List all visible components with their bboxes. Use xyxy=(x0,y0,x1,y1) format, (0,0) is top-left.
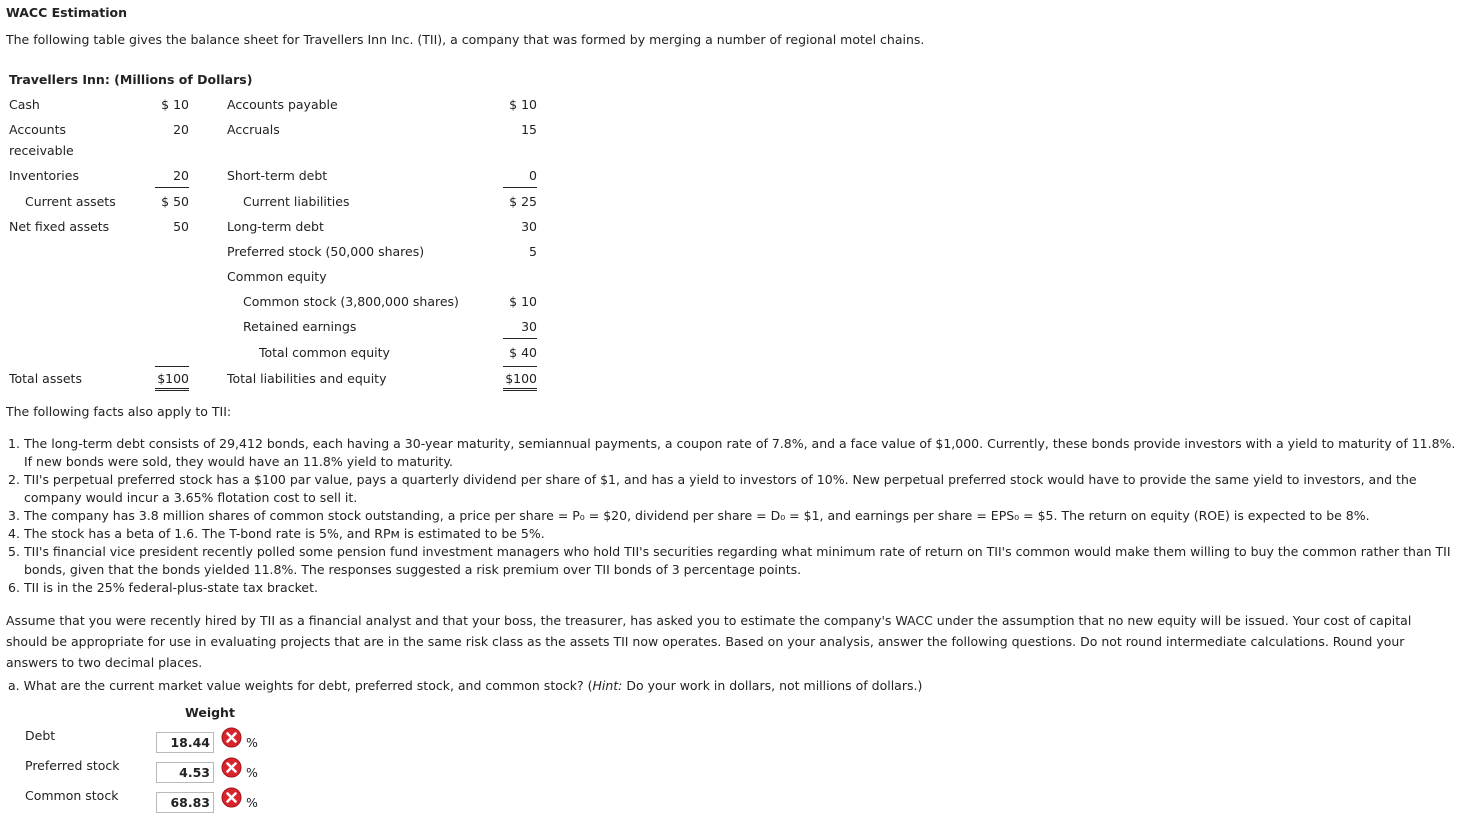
accounts-payable-label: Accounts payable xyxy=(227,97,338,112)
hint-text: Do your work in dollars, not millions of dollars.) xyxy=(622,678,923,693)
question-prefix: a. What are the current market value weights for debt, preferred stock, and common stock? ( xyxy=(8,678,593,693)
fact-text: TII's financial vice president recently polled some pension fund investment managers who hold TII's securities regarding what minimum rate of return on TII's common would make them willing to buy the common rather than TII bonds, given that the bonds yielded 11.8%. The responses suggested a risk premium over TII bonds of 3 percentage points. xyxy=(24,544,1451,577)
intro-text: The following table gives the balance sheet for Travellers Inn Inc. (TII), a company that was formed by merging a number of regional motel chains. xyxy=(6,32,925,47)
current-liabilities-label: Current liabilities xyxy=(243,194,350,209)
question-a xyxy=(8,678,922,694)
short-term-debt-value: 0 xyxy=(503,168,537,188)
weight-header: Weight xyxy=(185,705,235,720)
assumption-paragraph: Assume that you were recently hired by TII as a financial analyst and that your boss, the treasurer, has asked you to estimate the company's WACC under the assumption that no new equity will be issued. Your cost of capital should be appropriate for use in evaluating projects that are in the same risk class as the assets TII now operates. Based on your analysis, answer the following questions. Do not round intermediate calculations. Round your answers to two decimal places. xyxy=(6,613,1412,670)
fact-text: TII's perpetual preferred stock has a $100 par value, pays a quarterly dividend per share of $1, and has a yield to investors of 10%. New perpetual preferred stock would have to provide the same yield to investors, and the company would incur a 3.65% flotation cost to sell it. xyxy=(24,472,1417,505)
fact-item xyxy=(8,579,1460,597)
current-assets-label: Current assets xyxy=(25,194,116,209)
common-stock-label: Common stock (3,800,000 shares) xyxy=(243,294,459,309)
total-liabilities-equity-label: Total liabilities and equity xyxy=(227,371,387,386)
retained-earnings-value: 30 xyxy=(503,319,537,339)
total-assets-value: $100 xyxy=(155,366,189,391)
fact-number: 1. xyxy=(8,436,20,451)
debt-percent-sign: % xyxy=(246,735,258,750)
accruals-value: 15 xyxy=(521,122,537,137)
page xyxy=(0,5,1462,810)
ar-label-line2: receivable xyxy=(9,143,74,158)
facts-list xyxy=(8,435,1460,597)
incorrect-icon xyxy=(221,787,242,808)
incorrect-icon xyxy=(221,757,242,778)
preferred-stock-answer-label: Preferred stock xyxy=(25,758,120,773)
hint-label: Hint: xyxy=(592,678,623,693)
common-stock-answer-label: Common stock xyxy=(25,788,119,803)
preferred-percent-sign: % xyxy=(246,765,258,780)
inventories-label: Inventories xyxy=(9,168,79,183)
fact-number: 2. xyxy=(8,472,20,487)
total-common-equity-label: Total common equity xyxy=(259,345,390,360)
balance-sheet-title: Travellers Inn: (Millions of Dollars) xyxy=(9,72,253,87)
total-assets-label: Total assets xyxy=(9,371,82,386)
net-fixed-assets-label: Net fixed assets xyxy=(9,219,110,234)
debt-label: Debt xyxy=(25,728,56,743)
accounts-payable-value: $ 10 xyxy=(509,97,537,112)
fact-text: The company has 3.8 million shares of common stock outstanding, a price per share = P₀ = $20, dividend per share = D₀ = $1, and earnings per share = EPS₀ = $5. The return on equity (ROE) is expected to be 8%. xyxy=(24,508,1370,523)
ar-value: 20 xyxy=(173,122,189,137)
preferred-stock-value: 5 xyxy=(529,244,537,259)
facts-intro: The following facts also apply to TII: xyxy=(6,404,232,419)
debt-weight-input[interactable]: 18.44 xyxy=(156,732,214,753)
fact-number: 6. xyxy=(8,580,20,595)
long-term-debt-value: 30 xyxy=(521,219,537,234)
common-stock-value: $ 10 xyxy=(509,294,537,309)
page-title: WACC Estimation xyxy=(6,5,128,20)
long-term-debt-label: Long-term debt xyxy=(227,219,324,234)
balance-sheet xyxy=(0,5,560,405)
preferred-stock-label: Preferred stock (50,000 shares) xyxy=(227,244,425,259)
current-liabilities-value: $ 25 xyxy=(509,194,537,209)
fact-text: The long-term debt consists of 29,412 bonds, each having a 30-year maturity, semiannual payments, a coupon rate of 7.8%, and a face value of $1,000. Currently, these bonds provide investors with a yield to maturity of 11.8%. If new bonds were sold, they would have an 11.8% yield to maturity. xyxy=(24,436,1456,469)
inventories-value: 20 xyxy=(155,168,189,188)
fact-number: 4. xyxy=(8,526,20,541)
fact-number: 5. xyxy=(8,544,20,559)
cash-value: $ 10 xyxy=(161,97,189,112)
common-weight-input[interactable]: 68.83 xyxy=(156,792,214,813)
total-common-equity-value: $ 40 xyxy=(509,345,537,360)
fact-item xyxy=(8,471,1460,507)
retained-earnings-label: Retained earnings xyxy=(243,319,357,334)
preferred-weight-input[interactable]: 4.53 xyxy=(156,762,214,783)
net-fixed-assets-value: 50 xyxy=(173,219,189,234)
cash-label: Cash xyxy=(9,97,40,112)
accruals-label: Accruals xyxy=(227,122,280,137)
ar-label-line1: Accounts xyxy=(9,122,66,137)
common-equity-label: Common equity xyxy=(227,269,327,284)
fact-item xyxy=(8,435,1460,471)
fact-item xyxy=(8,507,1460,525)
fact-text: TII is in the 25% federal-plus-state tax bracket. xyxy=(24,580,318,595)
common-percent-sign: % xyxy=(246,795,258,810)
fact-item xyxy=(8,543,1460,579)
fact-item xyxy=(8,525,1460,543)
current-assets-value: $ 50 xyxy=(161,194,189,209)
fact-number: 3. xyxy=(8,508,20,523)
fact-text: The stock has a beta of 1.6. The T-bond rate is 5%, and RPᴍ is estimated to be 5%. xyxy=(24,526,545,541)
incorrect-icon xyxy=(221,727,242,748)
total-liabilities-equity-value: $100 xyxy=(503,366,537,391)
short-term-debt-label: Short-term debt xyxy=(227,168,328,183)
